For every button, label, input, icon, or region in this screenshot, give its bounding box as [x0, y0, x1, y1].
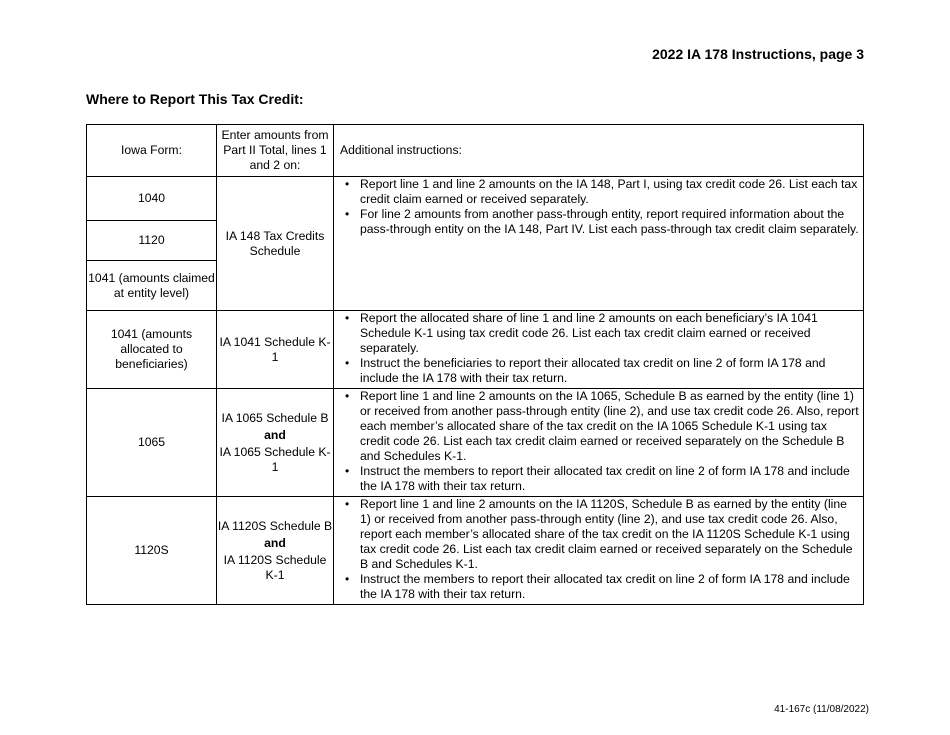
and-label: and — [264, 427, 286, 442]
schedule-ia1120s — [217, 497, 334, 605]
instruction-item: • Instruct the members to report their allocated tax credit on line 2 of form IA 178 and include the IA 178 with their tax return. — [360, 464, 859, 494]
header-enter-amounts: Enter amounts from Part II Total, lines 1 and 2 on: — [217, 125, 334, 177]
schedule-ia1041-k1: IA 1041 Schedule K-1 — [217, 311, 334, 389]
form-1120: 1120 — [87, 221, 217, 261]
header-additional-instructions: Additional instructions: — [334, 125, 864, 177]
instructions-ia1120s — [334, 497, 864, 605]
instruction-item: • Report line 1 and line 2 amounts on the IA 1120S, Schedule B as earned by the entity (line 1) or received from another pass-through entity (line 2), and use tax credit code 26. Also, report each member’s allocated share of the tax credit on the IA 1120S Schedule K-1 using tax credit code 26. List each tax credit claim earned or received separately on the Schedule B and Schedules K-1. — [360, 497, 859, 572]
table-row — [87, 177, 864, 221]
instructions-ia1065 — [334, 389, 864, 497]
instructions-ia1041 — [334, 311, 864, 389]
and-label: and — [264, 535, 286, 550]
table-header-row — [87, 125, 864, 177]
schedule-ia148: IA 148 Tax Credits Schedule — [217, 177, 334, 311]
section-title: Where to Report This Tax Credit: — [86, 91, 304, 107]
instructions-ia148 — [334, 177, 864, 311]
form-1040: 1040 — [87, 177, 217, 221]
schedule-ia1120s-b: IA 1120S Schedule B — [217, 518, 333, 533]
schedule-ia1120s-k1: IA 1120S Schedule K-1 — [223, 552, 327, 582]
page-header: 2022 IA 178 Instructions, page 3 — [652, 46, 864, 62]
form-1120s: 1120S — [87, 497, 217, 605]
form-1065: 1065 — [87, 389, 217, 497]
instruction-item: • Report line 1 and line 2 amounts on the IA 1065, Schedule B as earned by the entity (line 1) or received from another pass-through entity (line 2), and use tax credit code 26. Also, report each member’s allocated share of the tax credit on the IA 1065 Schedule K-1 using tax credit code 26. List each tax credit claim earned or received separately on the Schedule B and Schedules K-1. — [360, 389, 859, 464]
instruction-item: • Instruct the members to report their allocated tax credit on line 2 of form IA 178 and include the IA 178 with their tax return. — [360, 572, 859, 602]
schedule-ia1065-b: IA 1065 Schedule B — [221, 410, 329, 425]
schedule-ia1065-k1: IA 1065 Schedule K-1 — [219, 444, 331, 474]
instruction-item: • Instruct the beneficiaries to report their allocated tax credit on line 2 of form IA 178 and include the IA 178 with their tax return. — [360, 356, 859, 386]
form-1041-entity: 1041 (amounts claimed at entity level) — [87, 261, 217, 311]
header-iowa-form: Iowa Form: — [87, 125, 217, 177]
report-table — [86, 124, 864, 605]
instruction-item: • Report line 1 and line 2 amounts on the IA 148, Part I, using tax credit code 26. List each tax credit claim earned or received separately. — [360, 177, 859, 207]
schedule-ia1065 — [217, 389, 334, 497]
table-row — [87, 389, 864, 497]
table-row — [87, 497, 864, 605]
instruction-item: • For line 2 amounts from another pass-through entity, report required information about the pass-through entity on the IA 148, Part IV. List each pass-through tax credit claim separately. — [360, 207, 859, 237]
form-code-footer: 41-167c (11/08/2022) — [774, 704, 869, 715]
table-row — [87, 311, 864, 389]
form-1041-beneficiaries: 1041 (amounts allocated to beneficiaries) — [87, 311, 217, 389]
instruction-item: • Report the allocated share of line 1 and line 2 amounts on each beneficiary’s IA 1041 Schedule K-1 using tax credit code 26. List each tax credit claim earned or received separately. — [360, 311, 859, 356]
